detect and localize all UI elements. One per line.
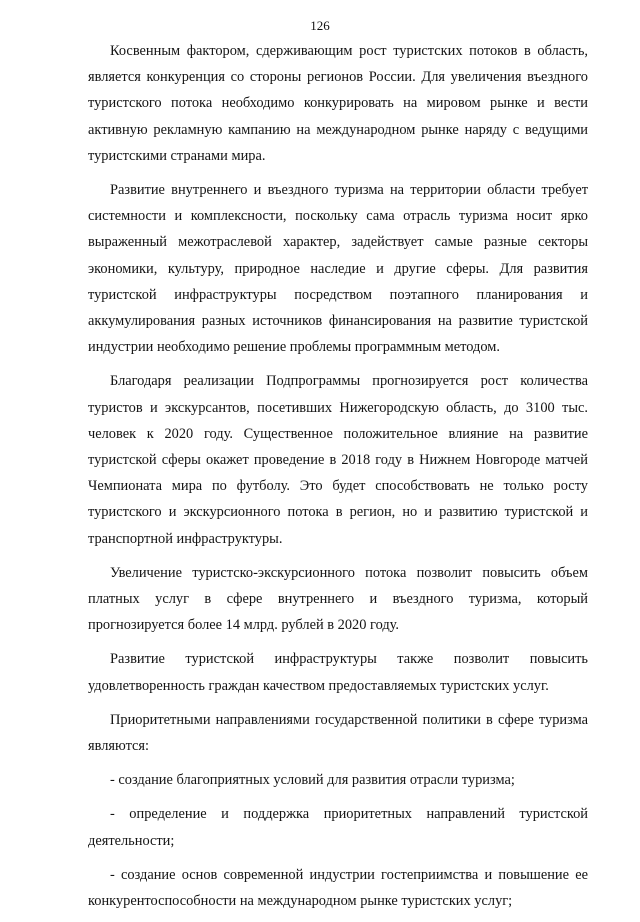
paragraph: Благодаря реализации Подпрограммы прогнозируется рост количества туристов и экскурсантов, посетивших Нижегородскую область, до 3100 тыс. человек к 2020 году. Существенное положительное влияние на развитие туристской сферы окажет проведение в 2018 году в Нижнем Новгороде матчей Чемпионата мира по футболу. Это будет способствовать не только росту туристского и экскурсионного потока в регион, но и развитию туристской и транспортной инфраструктуры. [88,373,588,547]
paragraph: Развитие внутреннего и въездного туризма на территории области требует системности и комплексности, поскольку сама отрасль туризма носит ярко выраженный межотраслевой характер, задействует самые разные секторы экономики, культуру, природное наследие и другие сферы. Для развития туристской инфраструктуры посредством поэтапного планирования и аккумулирования разных источников финансирования на развитие туристской индустрии необходимо решение проблемы программным методом. [88,182,588,356]
document-body [88,38,588,922]
list-item: - определение и поддержка приоритетных направлений туристской деятельности; [88,806,588,849]
paragraph: Развитие туристской инфраструктуры также позволит повысить удовлетворенность граждан качеством предоставляемых туристских услуг. [88,651,588,694]
list-item: - создание благоприятных условий для развития отрасли туризма; [110,772,515,789]
paragraph: Увеличение туристско-экскурсионного потока позволит повысить объем платных услуг в сфере внутреннего и въездного туризма, который прогнозируется более 14 млрд. рублей в 2020 году. [88,564,588,634]
paragraph: Косвенным фактором, сдерживающим рост туристских потоков в область, является конкуренция со стороны регионов России. Для увеличения въездного туристского потока необходимо конкурировать на мировом рынке и вести активную рекламную кампанию на международном рынке наряду с ведущими туристскими странами мира. [88,43,588,164]
page-number: 126 [310,18,330,33]
paragraph: Приоритетными направлениями государственной политики в сфере туризма являются: [88,711,588,755]
list-item: - создание основ современной индустрии гостеприимства и повышение ее конкурентоспособности на международном рынке туристских услуг; [88,866,588,910]
